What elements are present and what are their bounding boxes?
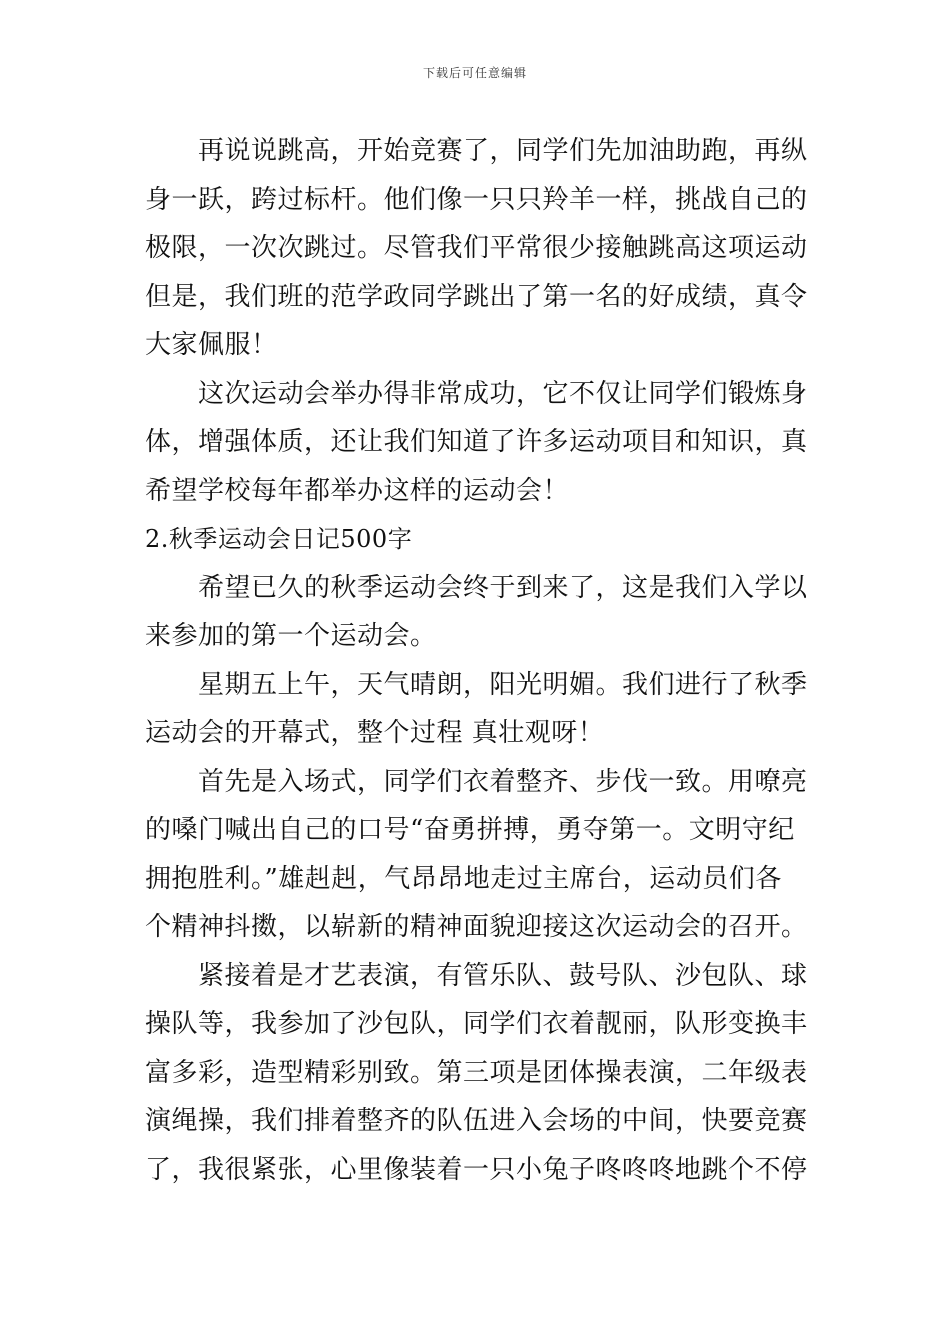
paragraph-line: 操队等，我参加了沙包队，同学们衣着靓丽，队形变换丰 xyxy=(145,1009,808,1039)
paragraph-line: 身一跃，跨过标杆。他们像一只只羚羊一样，挑战自己的 xyxy=(145,184,808,215)
paragraph-line: 极限，一次次跳过。尽管我们平常很少接触跳高这项运动 xyxy=(145,233,808,263)
paragraph-line: 拥抱胜利。”雄赳赳，气昂昂地走过主席台，运动员们各 xyxy=(145,863,782,894)
paragraph-line: 紧接着是才艺表演，有管乐队、鼓号队、沙包队、球 xyxy=(198,960,808,991)
paragraph-line: 再说说跳高，开始竞赛了，同学们先加油助跑，再纵 xyxy=(198,136,808,166)
paragraph-line: 演绳操，我们排着整齐的队伍进入会场的中间，快要竞赛 xyxy=(145,1106,808,1136)
paragraph-line: 的嗓门喊出自己的口号“奋勇拼搏，勇夺第一。文明守纪 xyxy=(145,815,795,845)
paragraph-line: 大家佩服！ xyxy=(145,330,278,360)
paragraph-line: 来参加的第一个运动会。 xyxy=(145,621,437,651)
paragraph-line: 体，增强体质，还让我们知道了许多运动项目和知识，真 xyxy=(145,427,808,457)
paragraph-line: 这次运动会举办得非常成功，它不仅让同学们锻炼身 xyxy=(198,378,808,409)
paragraph-line: 星期五上午，天气晴朗，阳光明媚。我们进行了秋季 xyxy=(198,669,808,700)
document-body xyxy=(145,127,810,1194)
paragraph-line: 运动会的开幕式，整个过程 真壮观呀！ xyxy=(145,718,605,748)
paragraph-line: 但是，我们班的范学政同学跳出了第一名的好成绩，真令 xyxy=(145,281,808,312)
paragraph-line: 富多彩，造型精彩别致。第三项是团体操表演，二年级表 xyxy=(145,1057,808,1088)
paragraph-line: 个精神抖擞，以崭新的精神面貌迎接这次运动会的召开。 xyxy=(145,912,808,942)
paragraph-line: 首先是入场式，同学们衣着整齐、步伐一致。用嘹亮 xyxy=(198,766,808,797)
section-heading: 2.秋季运动会日记500字 xyxy=(145,525,413,553)
paragraph-line: 了，我很紧张，心里像装着一只小兔子咚咚咚地跳个不停 xyxy=(145,1154,808,1185)
paragraph-line: 希望学校每年都举办这样的运动会！ xyxy=(145,475,570,506)
header-note: 下载后可任意编辑 xyxy=(422,66,527,80)
paragraph-line: 希望已久的秋季运动会终于到来了，这是我们入学以 xyxy=(198,572,808,603)
